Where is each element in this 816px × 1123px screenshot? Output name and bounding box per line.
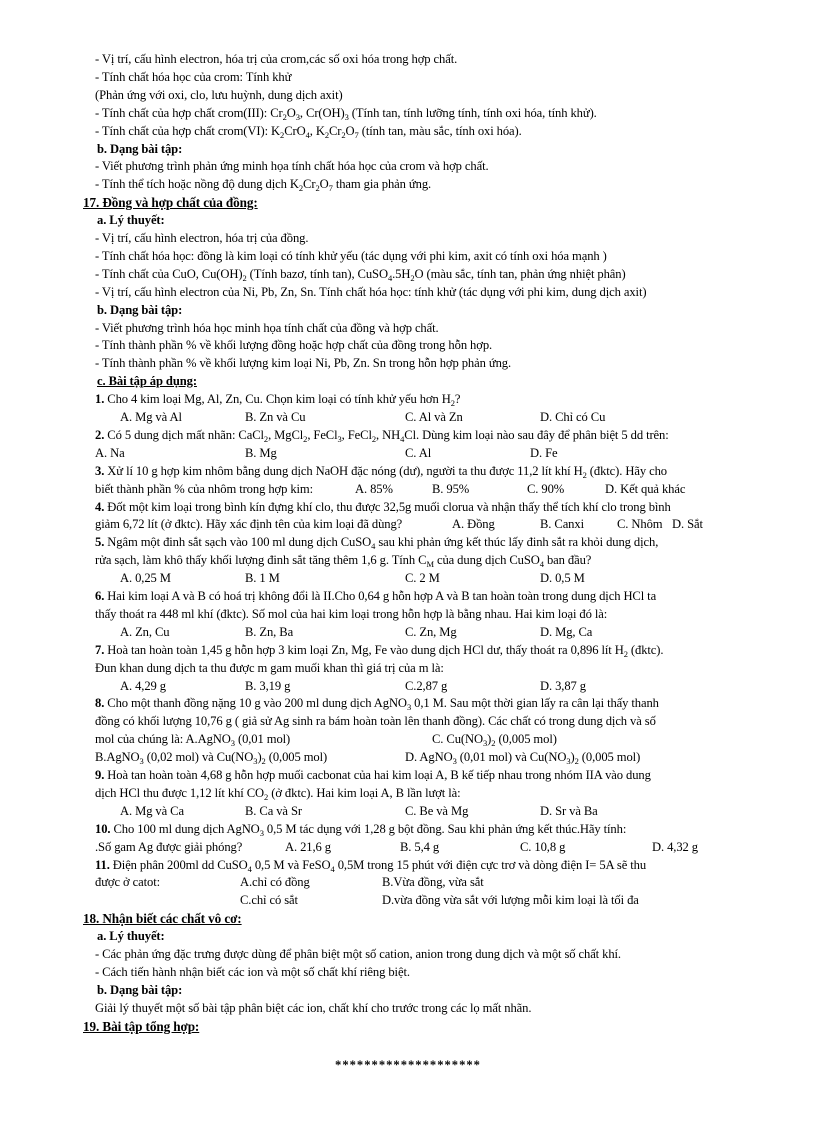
- text-line: - Tính chất hóa học: đồng là kim loại có tính khử yếu (tác dụng với phi kim, axit có tính oxi hóa mạnh ): [95, 248, 607, 263]
- text-line: - Tính chất của hợp chất crom(III): $Cr_2O_3$, $Cr(OH)_3$ (Tính tan, tính lưỡng tính, tính oxi hóa, tính khử).: [95, 105, 597, 122]
- text-line: - Vị trí, cấu hình electron của Ni, Pb, Zn, Sn. Tính chất hóa học: tính khử (tác dụng với phi kim, dung dịch axit): [95, 284, 647, 299]
- question: 4. Đốt một kim loại trong bình kín đựng khí clo, thu được 32,5g muối clorua và nhận thấy thể tích khí clo trong bình: [95, 499, 671, 514]
- text-line: - Tính thành phần % về khối lượng kim loại Ni, Pb, Zn. Sn trong hỗn hợp phản ứng.: [95, 356, 512, 371]
- answer-option: D. Sr và Ba: [540, 803, 598, 818]
- question: 3. Xử lí 10 g hợp kim nhôm bằng dung dịch NaOH đặc nóng (dư), người ta thu được 11,2 lít khí $H_2$ (đktc). Hãy cho: [95, 463, 667, 480]
- text-line: - Vị trí, cấu hình electron, hóa trị của đồng.: [95, 231, 309, 245]
- answer-option: D. Chỉ có Cu: [540, 410, 606, 424]
- answer-option: D. AgNO$_3$ (0,01 mol) và $Cu(NO_3)_2$ (0,005 mol): [405, 750, 641, 767]
- text-line: - Tính thành phần % về khối lượng đồng hoặc hợp chất của đồng trong hỗn hợp.: [95, 338, 493, 353]
- answer-option: C. Zn, Mg: [405, 624, 457, 639]
- text-line: dịch HCl thu được 1,12 lít khí $CO_2$ (ở đktc). Hai kim loại A, B lần lượt là:: [95, 785, 461, 802]
- answer-option: A. 4,29 g: [120, 678, 166, 693]
- answer-option: B. 3,19 g: [245, 678, 291, 693]
- answer-option: A. Đồng: [452, 517, 495, 532]
- answer-option: B. Mg: [245, 445, 277, 460]
- answer-option: A. Mg và Ca: [120, 803, 184, 818]
- question: 1. Cho 4 kim loại Mg, Al, Zn, Cu. Chọn kim loại có tính khử yếu hơn $H_2$?: [95, 392, 461, 409]
- answer-option: D. Mg, Ca: [540, 624, 593, 639]
- answer-option: C. 90%: [527, 481, 565, 496]
- question: 2. Có 5 dung dịch mất nhãn: CaCl$_2$, MgCl$_2$, FeCl$_3$, FeCl$_2$, $NH_4Cl$. Dùng kim loại nào sau đây để phân biệt 5 dd trên:: [95, 427, 669, 444]
- answer-option: A. 21,6 g: [285, 839, 331, 854]
- section-heading: 18. Nhận biết các chất vô cơ:: [83, 911, 242, 927]
- subheading: b. Dạng bài tập:: [97, 982, 183, 997]
- answer-option: C. 10,8 g: [520, 839, 566, 854]
- answer-option: C. Al: [405, 445, 432, 460]
- question: 5. Ngâm một đinh sắt sạch vào 100 ml dung dịch CuSO$_4$ sau khi phản ứng kết thúc lấy đinh sắt ra khỏi dung dịch,: [95, 535, 659, 552]
- answer-option: D. 0,5 M: [540, 571, 585, 586]
- text-line: .Số gam Ag được giải phóng?: [95, 839, 243, 854]
- text-line: - Tính chất hóa học của crom: Tính khử: [95, 69, 292, 84]
- subheading: c. Bài tập áp dụng:: [97, 374, 197, 389]
- text-line: Giải lý thuyết một số bài tập phân biệt các ion, chất khí cho trước trong các lọ mất nhãn.: [95, 1000, 532, 1015]
- answer-option: C. Nhôm: [617, 517, 663, 532]
- subheading: a. Lý thuyết:: [97, 213, 165, 228]
- answer-option: B. Zn, Ba: [245, 624, 294, 639]
- footer-stars: ********************: [335, 1058, 481, 1072]
- text-line: thấy thoát ra 448 ml khí (đktc). Số mol của hai kim loại trong hỗn hợp là bằng nhau. Hai kim loại đó là:: [95, 606, 608, 621]
- answer-option: D.vừa đồng vừa sắt với lượng mỗi kim loại là tối đa: [382, 893, 639, 908]
- question: 11. Điện phân 200ml dd CuSO$_4$ 0,5 M và FeSO$_4$ 0,5M trong 15 phút với điện cực trơ và dòng điện I= 5A sẽ thu: [95, 857, 647, 874]
- text-line: - Tính chất của CuO, $Cu(OH)_2$ (Tính bazơ, tính tan), $CuSO_4.5H_2O$ (màu sắc, tính tan, phản ứng nhiệt phân): [95, 266, 626, 283]
- answer-option: D. Kết quả khác: [605, 481, 686, 496]
- answer-option: A. Zn, Cu: [120, 624, 170, 639]
- text-line: (Phản ứng với oxi, clo, lưu huỳnh, dung dịch axit): [95, 87, 343, 102]
- text-line: - Tính chất của hợp chất crom(VI): $K_2CrO_4$, $K_2Cr_2O_7$ (tính tan, màu sắc, tính oxi hóa).: [95, 123, 522, 140]
- answer-option: C. $Cu(NO_3)_2$ (0,005 mol): [432, 732, 557, 749]
- subheading: b. Dạng bài tập:: [97, 302, 183, 317]
- answer-option: A. 85%: [355, 481, 393, 496]
- text-line: đồng có khối lượng 10,76 g ( giả sử Ag sinh ra bám hoàn toàn lên thanh đồng). Các chất có trong dung dịch và số: [95, 714, 656, 729]
- answer-option: B. Zn và Cu: [245, 410, 306, 424]
- answer-option: A.chỉ có đồng: [240, 875, 310, 890]
- answer-option: D. Sắt: [672, 517, 703, 532]
- subheading: a. Lý thuyết:: [97, 929, 165, 944]
- text-line: biết thành phần % của nhôm trong hợp kim:: [95, 481, 314, 496]
- text-line: được ở catot:: [95, 875, 161, 890]
- question: 7. Hoà tan hoàn toàn 1,45 g hỗn hợp 3 kim loại Zn, Mg, Fe vào dung dịch HCl dư, thấy thoát ra 0,896 lít $H_2$ (đktc).: [95, 642, 664, 659]
- answer-option: C.chỉ có sắt: [240, 893, 298, 908]
- answer-option: D. 4,32 g: [652, 839, 698, 854]
- answer-option: B. 95%: [432, 481, 470, 496]
- text-line: - Viết phương trình phản ứng minh họa tính chất hóa học của crom và hợp chất.: [95, 159, 489, 174]
- text-line: - Tính thể tích hoặc nồng độ dung dịch $K_2Cr_2O_7$ tham gia phản ứng.: [95, 177, 432, 194]
- answer-option: C. 2 M: [405, 571, 440, 586]
- text-line: - Viết phương trình hóa học minh họa tính chất của đồng và hợp chất.: [95, 320, 439, 335]
- text-line: rửa sạch, làm khô thấy khối lượng đinh sắt tăng thêm 1,6 g. Tính $C_M$ của dung dịch CuSO$_4$ ban đầu?: [95, 553, 592, 570]
- question: 10. Cho 100 ml dung dịch AgNO$_3$ 0,5 M tác dụng với 1,28 g bột đồng. Sau khi phản ứng kết thúc.Hãy tính:: [95, 821, 627, 838]
- question: 9. Hoà tan hoàn toàn 4,68 g hỗn hợp muối cacbonat của hai kim loại A, B kế tiếp nhau trong nhóm IIA vào dung: [95, 768, 651, 782]
- text-line: Đun khan dung dịch ta thu được m gam muối khan thì giá trị của m là:: [95, 660, 444, 675]
- answer-option: A. Mg và Al: [120, 410, 182, 424]
- answer-option: B. Ca và Sr: [245, 803, 302, 818]
- question: 8. Cho một thanh đồng nặng 10 g vào 200 ml dung dịch AgNO$_3$ 0,1 M. Sau một thời gian lấy ra cân lại thấy thanh: [95, 696, 659, 713]
- subheading: b. Dạng bài tập:: [97, 141, 183, 156]
- answer-option: A. Na: [95, 445, 125, 460]
- section-heading: 19. Bài tập tổng hợp:: [83, 1018, 200, 1034]
- answer-option: B. Canxi: [540, 517, 584, 532]
- section-heading: 17. Đồng và hợp chất của đồng:: [83, 195, 258, 211]
- answer-option: D. 3,87 g: [540, 678, 586, 693]
- question: 6. Hai kim loại A và B có hoá trị không đổi là II.Cho 0,64 g hỗn hợp A và B tan hoàn toàn trong dung dịch HCl ta: [95, 589, 657, 603]
- answer-option: B.Vừa đồng, vừa sắt: [382, 875, 484, 890]
- answer-option: B. 1 M: [245, 571, 280, 586]
- text-line: giảm 6,72 lít (ở đktc). Hãy xác định tên của kim loại đã dùng?: [95, 517, 403, 532]
- answer-option: C.2,87 g: [405, 678, 448, 693]
- text-line: - Cách tiến hành nhận biết các ion và một số chất khí riêng biệt.: [95, 964, 410, 979]
- answer-option: D. Fe: [530, 445, 558, 460]
- text-line: - Vị trí, cấu hình electron, hóa trị của crom,các số oxi hóa trong hợp chất.: [95, 52, 458, 66]
- answer-option: B. 5,4 g: [400, 839, 440, 854]
- answer-option: C. Al và Zn: [405, 410, 463, 424]
- text-line: - Các phản ứng đặc trưng được dùng để phân biệt một số cation, anion trong dung dịch và một số chất khí.: [95, 947, 621, 961]
- text-line: mol của chúng là: A.AgNO$_3$ (0,01 mol): [95, 732, 291, 749]
- answer-option: C. Be và Mg: [405, 803, 469, 818]
- answer-option: B.AgNO$_3$ (0,02 mol) và $Cu(NO_3)_2$ (0,005 mol): [95, 750, 328, 767]
- answer-option: A. 0,25 M: [120, 571, 171, 586]
